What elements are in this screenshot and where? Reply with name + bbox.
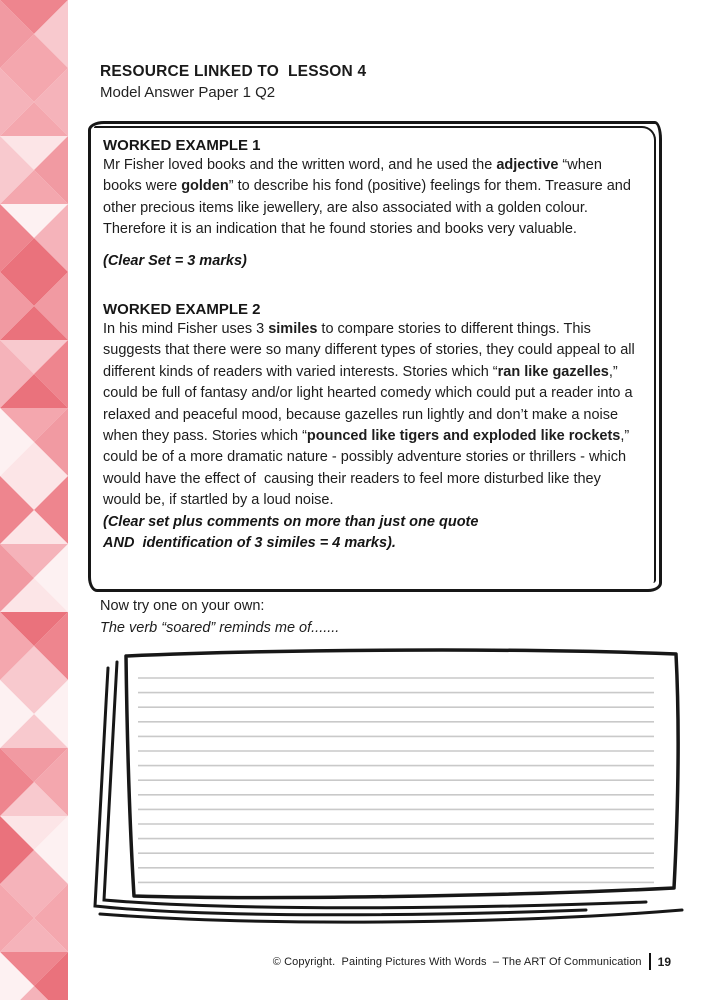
- page-header: [100, 63, 366, 101]
- writing-pad-graphic: [86, 644, 690, 940]
- writing-pad: [86, 644, 690, 940]
- worked-example-2-heading: WORKED EXAMPLE 2: [103, 301, 261, 319]
- worked-example-2-marks-line2: AND identification of 3 similes = 4 marks).: [103, 535, 396, 552]
- left-triangle-pattern: [0, 0, 68, 1000]
- worked-example-1-heading: WORKED EXAMPLE 1: [103, 137, 261, 154]
- worked-example-1: [103, 137, 635, 272]
- try-it-prompt: [100, 596, 339, 639]
- page-number: 19: [657, 954, 671, 969]
- page-footer: [273, 953, 671, 970]
- resource-subtitle: Model Answer Paper 1 Q2: [100, 84, 276, 101]
- prompt-instruction: Now try one on your own:: [100, 598, 265, 614]
- copyright-text: © Copyright. Painting Pictures With Words – The ART Of Communication: [272, 955, 642, 968]
- worked-example-2-marks-line1: (Clear set plus comments on more than just one quote: [103, 513, 479, 530]
- footer-divider: [649, 953, 651, 970]
- worked-example-2-body: In his mind Fisher uses 3 similes to compare stories to different things. This suggests that there were so many different types of stories, they could appeal to all different kinds of readers with varied interests. Stories which “ran like gazelles,” could be full of fantasy and/or light hearted comedy which could put a reader into a relaxed and peaceful mood, because gazelles run lightly and don’t make a noise when they pass. Stories which “pounced like tigers and exploded like rockets,” could be of a more dramatic nature - possibly adventure stories or thrillers - which would have the effect of causing their readers to feel more disturbed like they would be, if startled by a loud noise.: [103, 321, 639, 509]
- worked-example-2: [103, 301, 639, 554]
- pad-main-sheet: [126, 650, 678, 898]
- worked-example-1-marks: (Clear Set = 3 marks): [103, 252, 247, 269]
- triangle-mosaic-graphic: [0, 0, 68, 1000]
- prompt-sentence-starter: The verb “soared” reminds me of.......: [100, 619, 340, 636]
- resource-title: RESOURCE LINKED TO LESSON 4: [100, 63, 367, 80]
- worked-examples-box: [88, 121, 662, 592]
- worked-examples-content: [91, 124, 659, 555]
- worked-example-1-body: Mr Fisher loved books and the written word, and he used the adjective “when books were golden” to describe his fond (positive) feelings for them. Treasure and other precious items like jewellery, are also associated with a golden colour. Therefore it is an indication that he found stories and books very valuable.: [103, 157, 635, 238]
